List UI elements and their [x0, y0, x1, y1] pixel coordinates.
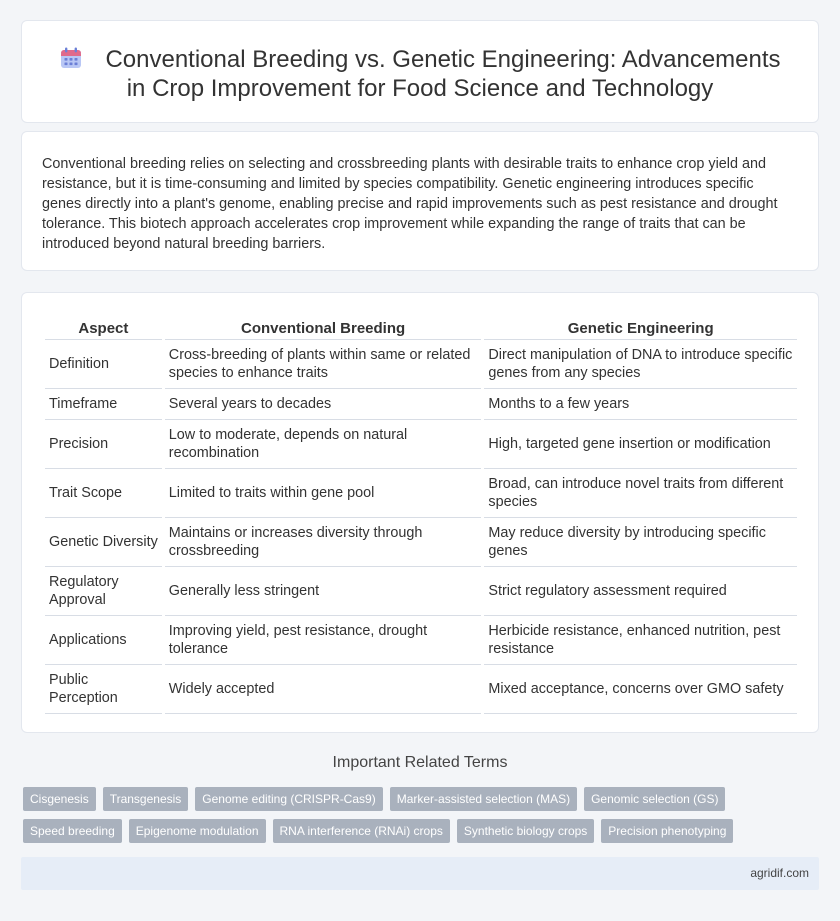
aspect-cell: Applications — [45, 616, 162, 665]
conventional-cell: Improving yield, pest resistance, drought tolerance — [165, 616, 482, 665]
tag-row — [23, 819, 803, 843]
tag-row — [23, 787, 803, 811]
tag-genomic-selection[interactable]: Genomic selection (GS) — [584, 787, 725, 811]
conventional-cell: Cross-breeding of plants within same or related species to enhance traits — [165, 340, 482, 389]
tag-synthetic-biology-crops[interactable]: Synthetic biology crops — [457, 819, 594, 843]
aspect-cell: Genetic Diversity — [45, 518, 162, 567]
comparison-table-card — [21, 292, 819, 733]
tag-marker-assisted-selection[interactable]: Marker-assisted selection (MAS) — [390, 787, 577, 811]
tag-epigenome-modulation[interactable]: Epigenome modulation — [129, 819, 266, 843]
genetic-cell: Months to a few years — [484, 389, 797, 420]
conventional-cell: Several years to decades — [165, 389, 482, 420]
table-row — [45, 420, 797, 469]
aspect-cell: Timeframe — [45, 389, 162, 420]
genetic-cell: Broad, can introduce novel traits from different species — [484, 469, 797, 518]
table-row — [45, 665, 797, 714]
conventional-cell: Generally less stringent — [165, 567, 482, 616]
title-card — [21, 20, 819, 123]
footer — [21, 857, 819, 890]
conventional-cell: Limited to traits within gene pool — [165, 469, 482, 518]
genetic-cell: Mixed acceptance, concerns over GMO safety — [484, 665, 797, 714]
genetic-cell: Herbicide resistance, enhanced nutrition, pest resistance — [484, 616, 797, 665]
related-terms-heading: Important Related Terms — [332, 754, 508, 771]
tag-transgenesis[interactable]: Transgenesis — [103, 787, 189, 811]
footer-site-link[interactable]: agridif.com — [750, 866, 809, 880]
aspect-cell: Definition — [45, 340, 162, 389]
comparison-table — [42, 315, 800, 714]
calendar-icon — [59, 46, 83, 70]
intro-paragraph: Conventional breeding relies on selecting and crossbreeding plants with desirable traits to enhance crop yield and resistance, but it is time-consuming and limited by species compatibility. Genetic engineering introduces specific genes directly into a plant's genome, enabling precise and rapid improvements such as pest resistance and drought tolerance. This biotech approach accelerates crop improvement while expanding the range of traits that can be introduced beyond natural breeding barriers. — [42, 156, 778, 252]
aspect-cell: Regulatory Approval — [45, 567, 162, 616]
table-row — [45, 389, 797, 420]
table-header-row — [45, 315, 797, 340]
table-row — [45, 340, 797, 389]
intro-card — [21, 131, 819, 271]
table-row — [45, 567, 797, 616]
tag-speed-breeding[interactable]: Speed breeding — [23, 819, 122, 843]
conventional-cell: Maintains or increases diversity through crossbreeding — [165, 518, 482, 567]
tag-cisgenesis[interactable]: Cisgenesis — [23, 787, 96, 811]
genetic-cell: Direct manipulation of DNA to introduce specific genes from any species — [484, 340, 797, 389]
header-conventional: Conventional Breeding — [165, 315, 482, 340]
table-row — [45, 518, 797, 567]
aspect-cell: Precision — [45, 420, 162, 469]
aspect-cell: Public Perception — [45, 665, 162, 714]
related-terms-list — [23, 787, 803, 851]
genetic-cell: High, targeted gene insertion or modification — [484, 420, 797, 469]
tag-precision-phenotyping[interactable]: Precision phenotyping — [601, 819, 733, 843]
page-title: Conventional Breeding vs. Genetic Engineering: Advancements in Crop Improvement for Food Science and Technology — [105, 46, 781, 102]
header-aspect: Aspect — [45, 315, 162, 340]
table-row — [45, 616, 797, 665]
conventional-cell: Low to moderate, depends on natural recombination — [165, 420, 482, 469]
header-genetic: Genetic Engineering — [484, 315, 797, 340]
aspect-cell: Trait Scope — [45, 469, 162, 518]
genetic-cell: May reduce diversity by introducing specific genes — [484, 518, 797, 567]
page-title-wrap — [22, 45, 818, 103]
genetic-cell: Strict regulatory assessment required — [484, 567, 797, 616]
tag-rnai-crops[interactable]: RNA interference (RNAi) crops — [273, 819, 450, 843]
tag-genome-editing[interactable]: Genome editing (CRISPR-Cas9) — [195, 787, 382, 811]
table-row — [45, 469, 797, 518]
conventional-cell: Widely accepted — [165, 665, 482, 714]
